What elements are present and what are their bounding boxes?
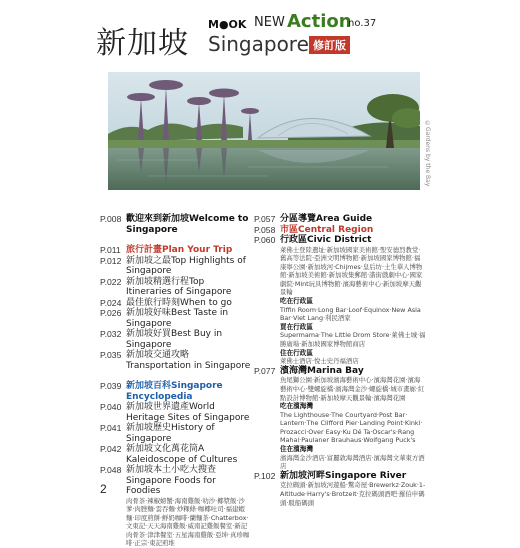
toc-entry[interactable] [254,471,426,482]
toc-entry[interactable] [254,225,426,236]
toc-page-number: P.041 [100,423,126,444]
toc-sub-list: 萊佛士登陸遺址‧新加坡國家美術館‧聖安德烈教堂‧舊高等法院‧亞洲文明博物館‧新加坡國家博物館‧福康寧公園‧新加坡河‧Chijmes‧皇后坊‧土生華人博物館‧新加坡美術館‧新加坡集郵館‧諧街戲劇中心‧國家劇院‧Mint玩具博物館‧濱海藝術中心‧新加坡摩天觀景輪 [280,246,426,298]
toc-page-number: P.077 [254,366,280,377]
toc-sub-heading: 吃在濱海灣 [280,402,426,411]
toc-page-number: P.035 [100,350,126,371]
toc-page-number: P.024 [100,298,126,309]
page-number: 2 [100,482,107,496]
toc-page-number: P.048 [100,465,126,497]
toc-sub-list: The Lighthouse‧The Courtyard‧Post Bar‧Lantern‧The Clifford Pier‧Landing Point‧Kinki‧Prozacci‧Over Easy‧Ku Dé Ta‧Oscar's‧Rang Mahal‧Paulaner Brauhaus‧Wolfgang Puck's [280,411,426,445]
toc-page-number: P.008 [100,214,126,235]
supertree-photo [108,72,420,190]
toc-entry[interactable] [100,402,252,423]
toc-entry[interactable] [254,366,426,377]
toc-title: 新加坡之最Top Highlights of Singapore [126,256,252,277]
photo-credit: ©Gardens by the Bay [424,120,431,186]
toc-right-column [254,214,426,507]
toc-page-number: P.011 [100,245,126,256]
toc-page-number: P.040 [100,402,126,423]
toc-sub-heading: 住在行政區 [280,349,426,358]
title-chinese: 新加坡 [96,18,189,62]
toc-entry[interactable] [100,298,252,309]
toc-title: 市區Central Region [280,225,426,236]
toc-sub-list: 克拉碼頭‧新加坡河遊船‧驚奇屋‧Brewerkz‧Zouk‧1-Altitude‧Harry's‧Brotzeit‧克拉碼頭酒吧‧羅伯申碼頭‧駁船碼頭 [280,481,426,507]
toc-entry[interactable] [100,277,252,298]
toc-entry[interactable] [254,235,426,246]
toc-title: 歡迎來到新加坡Welcome to Singapore [126,214,252,235]
toc-sub-heading: 買在行政區 [280,323,426,332]
toc-sub-heading: 住在濱海灣 [280,445,426,454]
brand-new: NEW [254,15,285,30]
edition-badge: 修訂版 [309,36,350,54]
toc-gap [100,235,252,245]
toc-title: 新加坡好味Best Taste in Singapore [126,308,252,329]
toc-sub-list: Supermama‧The Little Drom Store‧萊佛士城‧福勝廣場‧新加坡國家博物館商店 [280,331,426,348]
toc-sub-heading: 吃在行政區 [280,297,426,306]
toc-entry[interactable] [100,350,252,371]
toc-page-number: P.022 [100,277,126,298]
toc-entry[interactable] [100,245,252,256]
toc-entry[interactable] [254,214,426,225]
toc-title: 濱海灣Marina Bay [280,366,426,377]
toc-entry[interactable] [100,381,252,402]
toc-entry[interactable] [100,256,252,277]
toc-sub-list: 魚尾獅公園‧新加坡濱海藝術中心‧濱海灣花園‧濱海藝術中心‧雙螺旋橋‧濱海灣金沙‧螺旋橋‧城市畫廊‧紅點設計博物館‧新加坡摩天觀景輪‧濱海灣花園 [280,376,426,402]
toc-page-number: P.058 [254,225,280,236]
toc-entry[interactable] [100,308,252,329]
toc-page-number: P.042 [100,444,126,465]
toc-title: 新加坡歷史History of Singapore [126,423,252,444]
toc-title: 分區導覽Area Guide [280,214,426,225]
toc-sub-list: 肉骨茶‧辣椒螃蟹‧海南雞飯‧叻沙‧椰漿飯‧沙爹‧肉脞麵‧雲吞麵‧炒粿條‧咖椰吐司‧福建蝦麵‧印度煎餅‧鮮奶咖啡‧蘭麵茶‧Chatterbox‧文東記‧天天海南雞飯‧威南記雞飯餐室‧新記肉骨茶‧津津餐室‧五星海南雞飯‧亞坤‧真珍咖啡‧正宗‧東記煎堆 [126,497,252,548]
toc-sub-list: Tiffin Room‧Long Bar‧Loof‧Equinox‧New Asia Bar‧Viet Lang‧利民酒家 [280,306,426,323]
toc-title: 新加坡本土小吃大搜查Singapore Foods for Foodies [126,465,252,497]
toc-title: 旅行計畫Plan Your Trip [126,245,252,256]
toc-page-number: P.060 [254,235,280,246]
toc-title: 行政區Civic District [280,235,426,246]
toc-page-number: P.102 [254,471,280,482]
toc-page-number: P.012 [100,256,126,277]
toc-page-number: P.026 [100,308,126,329]
toc-title: 新加坡精選行程Top Itineraries of Singapore [126,277,252,298]
toc-sub-list: 萊佛士酒店‧悅士史丹福酒店 [280,357,426,366]
page-header [96,12,416,70]
toc-title: 新加坡好買Best Buy in Singapore [126,329,252,350]
toc-title: 新加坡百科Singapore Encyclopedia [126,381,252,402]
toc-entry[interactable] [100,444,252,465]
toc-title: 新加坡河畔Singapore River [280,471,426,482]
toc-page-number: P.032 [100,329,126,350]
toc-entry[interactable] [100,329,252,350]
title-english: Singapore [208,32,309,56]
brand-logo: M●OK [208,18,246,31]
toc-title: 最佳旅行時刻When to go [126,298,252,309]
cover-photo [108,72,420,190]
toc-title: 新加坡文化萬花筒A Kaleidoscope of Cultures [126,444,252,465]
toc-entry[interactable] [100,423,252,444]
brand-action: Action [287,11,352,32]
toc-page-number: P.039 [100,381,126,402]
toc-page-number: P.057 [254,214,280,225]
toc-entry[interactable] [100,214,252,235]
toc-gap [100,371,252,381]
issue-number: no.37 [348,18,376,29]
toc-title: 新加坡交通攻略Transportation in Singapore [126,350,252,371]
toc-left-column [100,214,252,548]
toc-sub-list: 濱海灣金沙酒店‧富麗敦海灣酒店‧濱海灣文華東方酒店 [280,454,426,471]
toc-title: 新加坡世界遺產World Heritage Sites of Singapore [126,402,252,423]
toc-entry[interactable] [100,465,252,497]
